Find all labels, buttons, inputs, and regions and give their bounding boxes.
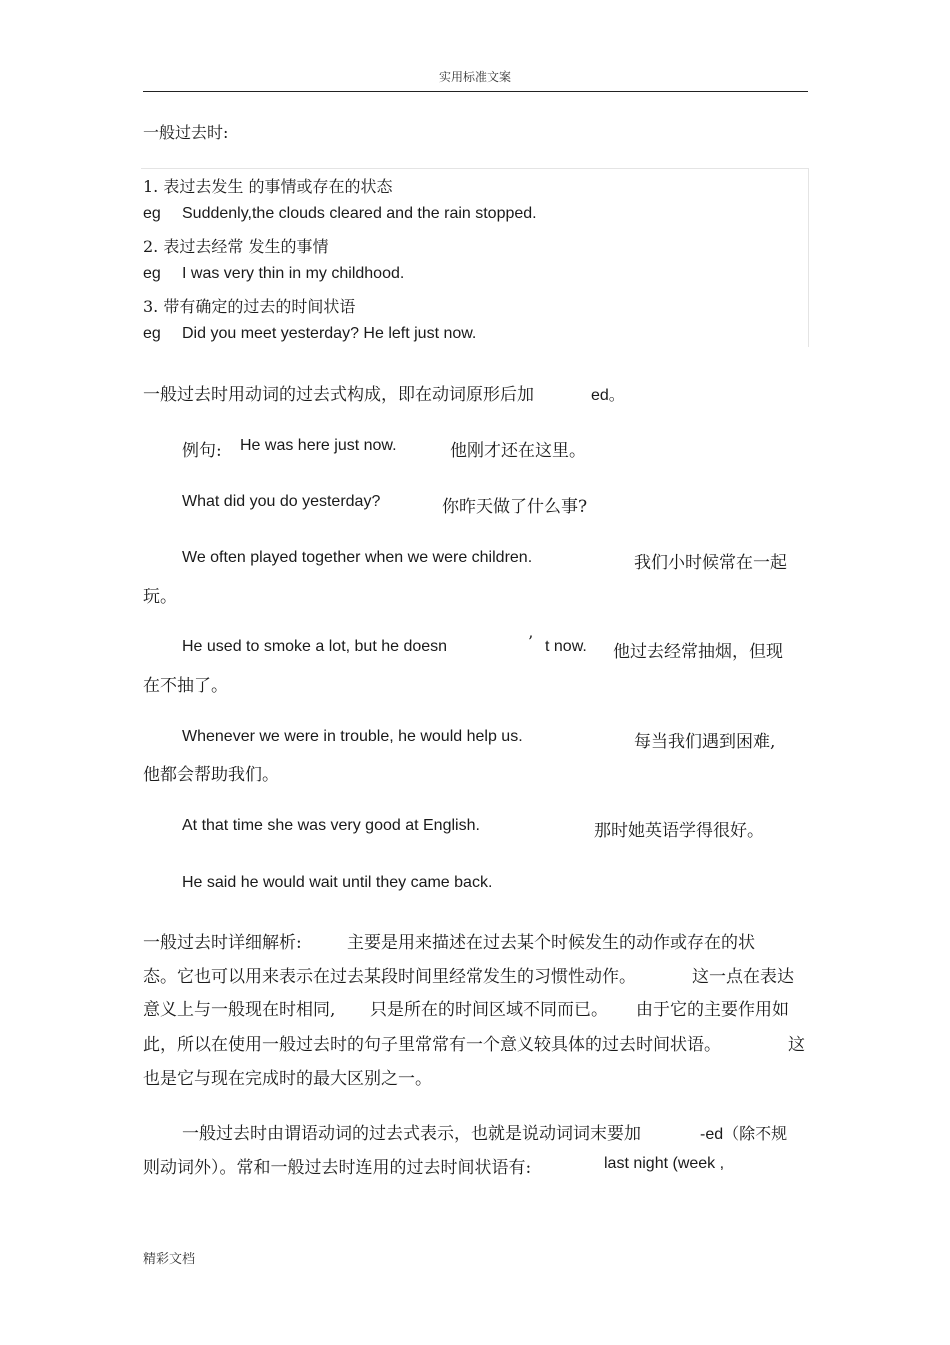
detail-line-1a: 一般过去时详细解析: <box>143 933 302 953</box>
usage-example-1: Suddenly,the clouds cleared and the rain stopped. <box>182 205 537 222</box>
example-prefix: 例句: <box>182 441 222 461</box>
example-4-en: He used to smoke a lot, but he doesn <box>182 638 448 655</box>
header-rule <box>143 91 808 92</box>
usage-example-2: I was very thin in my childhood. <box>182 265 405 282</box>
example-3-en: We often played together when we were children. <box>182 549 533 566</box>
detail-line-4b: 这 <box>788 1035 805 1055</box>
eg-tag-1: eg <box>143 205 161 222</box>
example-1-zh: 他刚才还在这里。 <box>450 441 586 461</box>
rule-line-1a: 一般过去时由谓语动词的过去式表示，也就是说动词词末要加 <box>182 1124 641 1144</box>
example-4-en-tail: t now. <box>545 638 587 655</box>
example-7-en: He said he would wait until they came back. <box>182 874 493 891</box>
detail-line-4a: 此，所以在使用一般过去时的句子里常常有一个意义较具体的过去时间状语。 <box>143 1035 721 1055</box>
eg-tag-2: eg <box>143 265 161 282</box>
section-title: 一般过去时: <box>143 123 229 142</box>
example-5-zh-cont: 他都会帮助我们。 <box>143 765 279 785</box>
example-1-en: He was here just now. <box>240 437 397 454</box>
apostrophe-mark: ’ <box>528 632 534 651</box>
header-title: 实用标准文案 <box>438 70 511 84</box>
detail-line-3b: 只是所在的时间区域不同而已。 <box>370 1000 608 1020</box>
detail-line-2a: 态。它也可以用来表示在过去某段时间里经常发生的习惯性动作。 <box>143 967 636 987</box>
usage-label-3: 3. 带有确定的过去的时间状语 <box>143 297 356 316</box>
example-4-zh-cont: 在不抽了。 <box>143 676 228 696</box>
example-5-en: Whenever we were in trouble, he would help us. <box>182 728 523 745</box>
example-6-zh: 那时她英语学得很好。 <box>594 821 764 841</box>
rule-line-2a: 则动词外）。常和一般过去时连用的过去时间状语有: <box>143 1158 532 1178</box>
usage-label-1: 1. 表过去发生 的事情或存在的状态 <box>143 177 393 196</box>
detail-line-2b: 这一点在表达 <box>692 967 794 987</box>
example-5-zh: 每当我们遇到困难, <box>634 732 776 752</box>
usage-example-3: Did you meet yesterday? He left just now. <box>182 325 477 342</box>
usage-label-2: 2. 表过去经常 发生的事情 <box>143 237 329 256</box>
formation-suffix: ed。 <box>591 387 625 404</box>
example-3-zh-cont: 玩。 <box>143 587 177 607</box>
rule-line-2b: last night (week , <box>604 1155 725 1172</box>
formation-text: 一般过去时用动词的过去式构成，即在动词原形后加 <box>143 385 534 405</box>
detail-line-3a: 意义上与一般现在时相同, <box>143 1000 336 1020</box>
detail-line-3c: 由于它的主要作用如 <box>636 1000 789 1020</box>
example-4-zh: 他过去经常抽烟，但现 <box>613 642 783 662</box>
eg-tag-3: eg <box>143 325 161 342</box>
detail-line-5: 也是它与现在完成时的最大区别之一。 <box>143 1069 432 1089</box>
example-2-zh: 你昨天做了什么事? <box>442 497 588 517</box>
example-6-en: At that time she was very good at English. <box>182 817 480 834</box>
rule-line-1b: -ed（除不规 <box>700 1126 788 1143</box>
example-3-zh: 我们小时候常在一起 <box>634 553 787 573</box>
detail-line-1b: 主要是用来描述在过去某个时候发生的动作或存在的状 <box>347 933 755 953</box>
example-2-en: What did you do yesterday? <box>182 493 381 510</box>
footer-text: 精彩文档 <box>143 1252 196 1267</box>
